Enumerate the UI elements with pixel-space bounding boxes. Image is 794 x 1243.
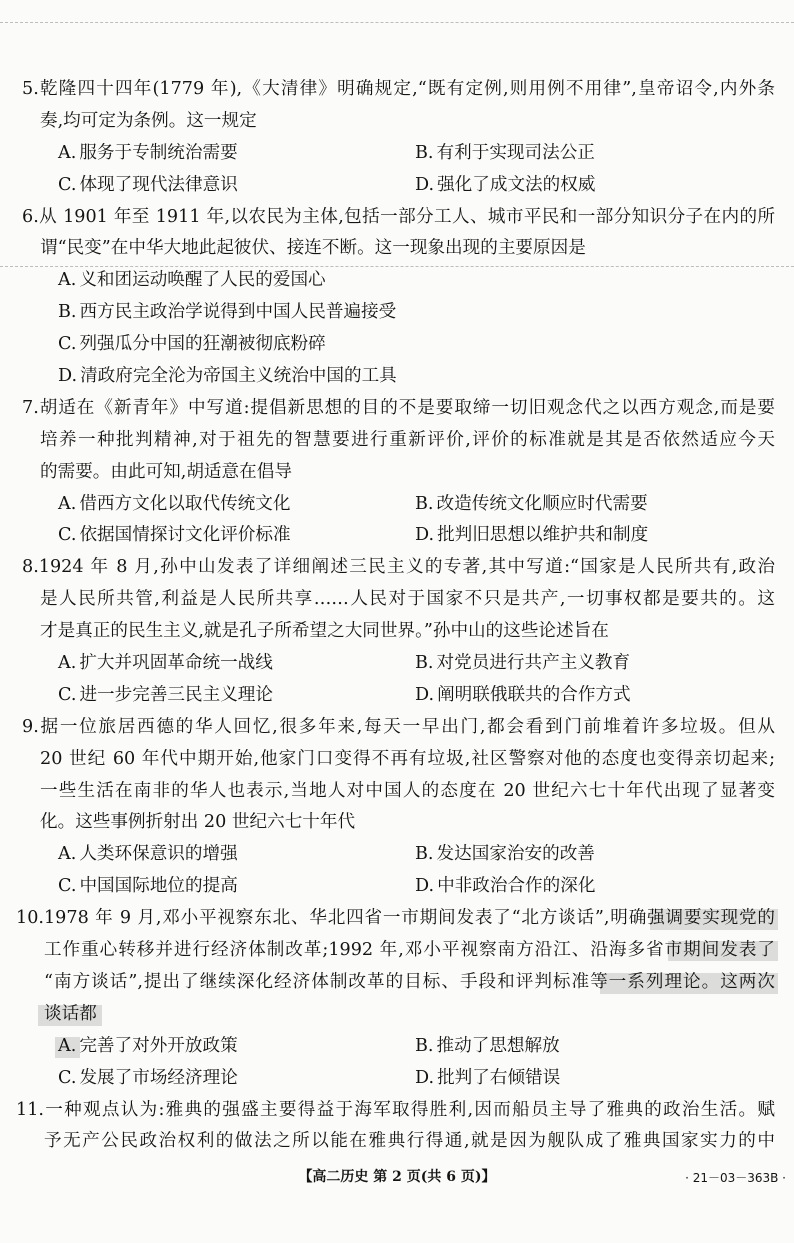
option-d xyxy=(0,361,794,393)
option-b xyxy=(0,297,794,329)
option-a xyxy=(58,839,415,871)
option-text: 中国国际地位的提高 xyxy=(79,876,238,897)
option-text: 依据国情探讨文化评价标准 xyxy=(79,525,291,546)
option-c xyxy=(58,680,415,712)
option-label: A. xyxy=(58,653,77,674)
exam-code: · 21－03－363B · xyxy=(685,1171,786,1185)
option-row xyxy=(0,138,794,170)
option-d xyxy=(415,520,648,552)
option-label: A. xyxy=(58,844,77,865)
option-label: D. xyxy=(415,525,435,546)
option-text: 列强瓜分中国的狂潮被彻底粉碎 xyxy=(79,334,326,355)
option-text: 完善了对外开放政策 xyxy=(79,1035,238,1056)
option-row xyxy=(0,680,794,712)
question-10 xyxy=(0,903,794,1094)
option-text: 西方民主政治学说得到中国人民普遍接受 xyxy=(79,302,397,323)
option-d xyxy=(415,871,595,903)
question-stem-line: 20 世纪 60 年代中期开始,他家门口变得不再有垃圾,社区警察对他的态度也变得亲切起来; xyxy=(40,748,775,769)
option-label: C. xyxy=(58,684,77,705)
question-stem-line: 奏,均可定为条例。这一规定 xyxy=(40,110,257,131)
option-row xyxy=(0,871,794,903)
option-text: 人类环保意识的增强 xyxy=(79,844,238,865)
question-6 xyxy=(0,202,794,393)
question-number: 5. xyxy=(22,79,39,99)
option-b xyxy=(415,489,648,521)
exam-page-body xyxy=(0,74,794,1158)
option-d xyxy=(415,1063,560,1095)
option-row xyxy=(0,170,794,202)
option-d xyxy=(415,170,595,202)
option-b xyxy=(415,839,595,871)
option-label: A. xyxy=(58,493,77,514)
option-text: 发达国家治安的改善 xyxy=(436,844,595,865)
option-c xyxy=(58,1063,415,1095)
option-c xyxy=(58,871,415,903)
question-stem-text: 1978 年 9 月,邓小平视察东北、华北四省一市期间发表了“北方谈话”,明确强调要实现党的 xyxy=(43,908,775,929)
option-label: C. xyxy=(58,174,77,195)
question-number: 6. xyxy=(22,206,39,227)
option-b xyxy=(415,648,630,680)
option-row xyxy=(0,520,794,552)
option-label: D. xyxy=(415,876,435,897)
question-stem-line: 培养一种批判精神,对于祖先的智慧要进行重新评价,评价的标准就是其是否依然适应今天 xyxy=(40,429,775,450)
question-stem-text: 1924 年 8 月,孙中山发表了详细阐述三民主义的专著,其中写道:“国家是人民所共有,政治 xyxy=(38,557,775,578)
question-stem-text: 乾隆四十四年(1779 年),《大清律》明确规定,“既有定例,则用例不用律”,皇帝诏令,内外条 xyxy=(38,79,775,99)
option-text: 有利于实现司法公正 xyxy=(436,142,595,163)
question-stem-line: 工作重心转移并进行经济体制改革;1992 年,邓小平视察南方沿江、沿海多省市期间发表了 xyxy=(44,940,775,961)
option-label: B. xyxy=(415,844,434,865)
option-text: 义和团运动唤醒了人民的爱国心 xyxy=(79,270,326,291)
option-text: 进一步完善三民主义理论 xyxy=(79,684,273,705)
option-a xyxy=(58,138,415,170)
question-stem-line xyxy=(0,712,794,744)
option-label: B. xyxy=(415,493,434,514)
option-label: D. xyxy=(415,684,435,705)
question-stem-line: “南方谈话”,提出了继续深化经济体制改革的目标、手段和评判标准等一系列理论。这两次 xyxy=(44,971,775,992)
option-row xyxy=(0,489,794,521)
question-stem-line xyxy=(0,393,794,425)
option-label: C. xyxy=(58,334,77,355)
option-row xyxy=(0,839,794,871)
option-label: C. xyxy=(58,1067,77,1088)
option-b xyxy=(415,1031,560,1063)
option-label: B. xyxy=(415,653,434,674)
option-text: 发展了市场经济理论 xyxy=(79,1067,238,1088)
question-number: 10. xyxy=(16,908,44,929)
question-stem-line: 谓“民变”在中华大地此起彼伏、接连不断。这一现象出现的主要原因是 xyxy=(40,238,586,259)
question-stem-text: 胡适在《新青年》中写道:提倡新思想的目的不是要取缔一切旧观念代之以西方观念,而是要 xyxy=(38,397,775,418)
option-label: B. xyxy=(58,302,77,323)
question-stem-line: 一些生活在南非的华人也表示,当地人对中国人的态度在 20 世纪六七十年代出现了显著变 xyxy=(40,780,775,801)
question-stem-line: 谈话都 xyxy=(44,1003,97,1024)
option-a xyxy=(58,489,415,521)
question-stem-line: 的需要。由此可知,胡适意在倡导 xyxy=(40,461,292,482)
question-9 xyxy=(0,712,794,903)
question-number: 11. xyxy=(16,1099,44,1120)
option-text: 服务于专制统治需要 xyxy=(79,142,238,163)
option-a xyxy=(58,1031,415,1063)
question-stem-text: 从 1901 年至 1911 年,以农民为主体,包括一部分工人、城市平民和一部分知识分子在内的所 xyxy=(38,206,775,227)
option-label: C. xyxy=(58,525,77,546)
question-stem-line: 化。这些事例折射出 20 世纪六七十年代 xyxy=(40,812,356,833)
option-d xyxy=(415,680,631,712)
question-stem-line xyxy=(0,74,794,106)
option-text: 批判旧思想以维护共和制度 xyxy=(437,525,649,546)
question-number: 9. xyxy=(22,716,39,737)
option-text: 阐明联俄联共的合作方式 xyxy=(437,684,631,705)
option-label: C. xyxy=(58,876,77,897)
question-stem-text: 据一位旅居西德的华人回忆,很多年来,每天一早出门,都会看到门前堆着许多垃圾。但从 xyxy=(38,716,775,737)
option-label: B. xyxy=(415,1035,434,1056)
option-label: A. xyxy=(58,270,77,291)
question-7 xyxy=(0,393,794,552)
option-text: 借西方文化以取代传统文化 xyxy=(79,493,291,514)
option-text: 扩大并巩固革命统一战线 xyxy=(79,653,273,674)
option-c xyxy=(58,520,415,552)
option-text: 改造传统文化顺应时代需要 xyxy=(436,493,648,514)
page-footer-label: 【高二历史 第 2 页(共 6 页)】 xyxy=(298,1169,496,1185)
option-label: A. xyxy=(58,1035,77,1056)
option-a xyxy=(58,648,415,680)
option-c xyxy=(0,329,794,361)
question-number: 7. xyxy=(22,397,39,418)
option-c xyxy=(58,170,415,202)
question-number: 8. xyxy=(22,557,39,578)
option-row xyxy=(0,1063,794,1095)
option-text: 体现了现代法律意识 xyxy=(79,174,238,195)
option-b xyxy=(415,138,595,170)
option-row xyxy=(0,1031,794,1063)
option-a xyxy=(0,265,794,297)
option-label: A. xyxy=(58,142,77,163)
option-text: 清政府完全沦为帝国主义统治中国的工具 xyxy=(80,366,397,387)
option-label: D. xyxy=(58,366,78,387)
option-text: 对党员进行共产主义教育 xyxy=(436,653,631,674)
option-text: 推动了思想解放 xyxy=(436,1035,560,1056)
question-stem-text: 一种观点认为:雅典的强盛主要得益于海军取得胜利,因而船员主导了雅典的政治生活。赋 xyxy=(43,1099,775,1120)
question-5 xyxy=(0,74,794,202)
question-stem-line xyxy=(0,552,794,584)
option-text: 批判了右倾错误 xyxy=(437,1067,561,1088)
option-text: 中非政治合作的深化 xyxy=(437,876,596,897)
option-row xyxy=(0,648,794,680)
question-stem-line: 是人民所共管,利益是人民所共享……人民对于国家不只是共产,一切事权都是要共的。这 xyxy=(40,589,775,610)
question-stem-line: 予无产公民政治权利的做法之所以能在雅典行得通,就是因为舰队成了雅典国家实力的中 xyxy=(44,1131,775,1152)
question-stem-line: 才是真正的民生主义,就是孔子所希望之大同世界。”孙中山的这些论述旨在 xyxy=(40,621,609,642)
question-8 xyxy=(0,552,794,711)
question-stem-line xyxy=(0,1095,794,1127)
question-11 xyxy=(0,1095,794,1159)
option-label: D. xyxy=(415,174,435,195)
scan-dashed-line-top xyxy=(0,22,794,23)
option-label: D. xyxy=(415,1067,435,1088)
question-stem-line xyxy=(0,202,794,234)
question-stem-line xyxy=(0,903,794,935)
option-text: 强化了成文法的权威 xyxy=(437,174,596,195)
option-label: B. xyxy=(415,142,434,163)
